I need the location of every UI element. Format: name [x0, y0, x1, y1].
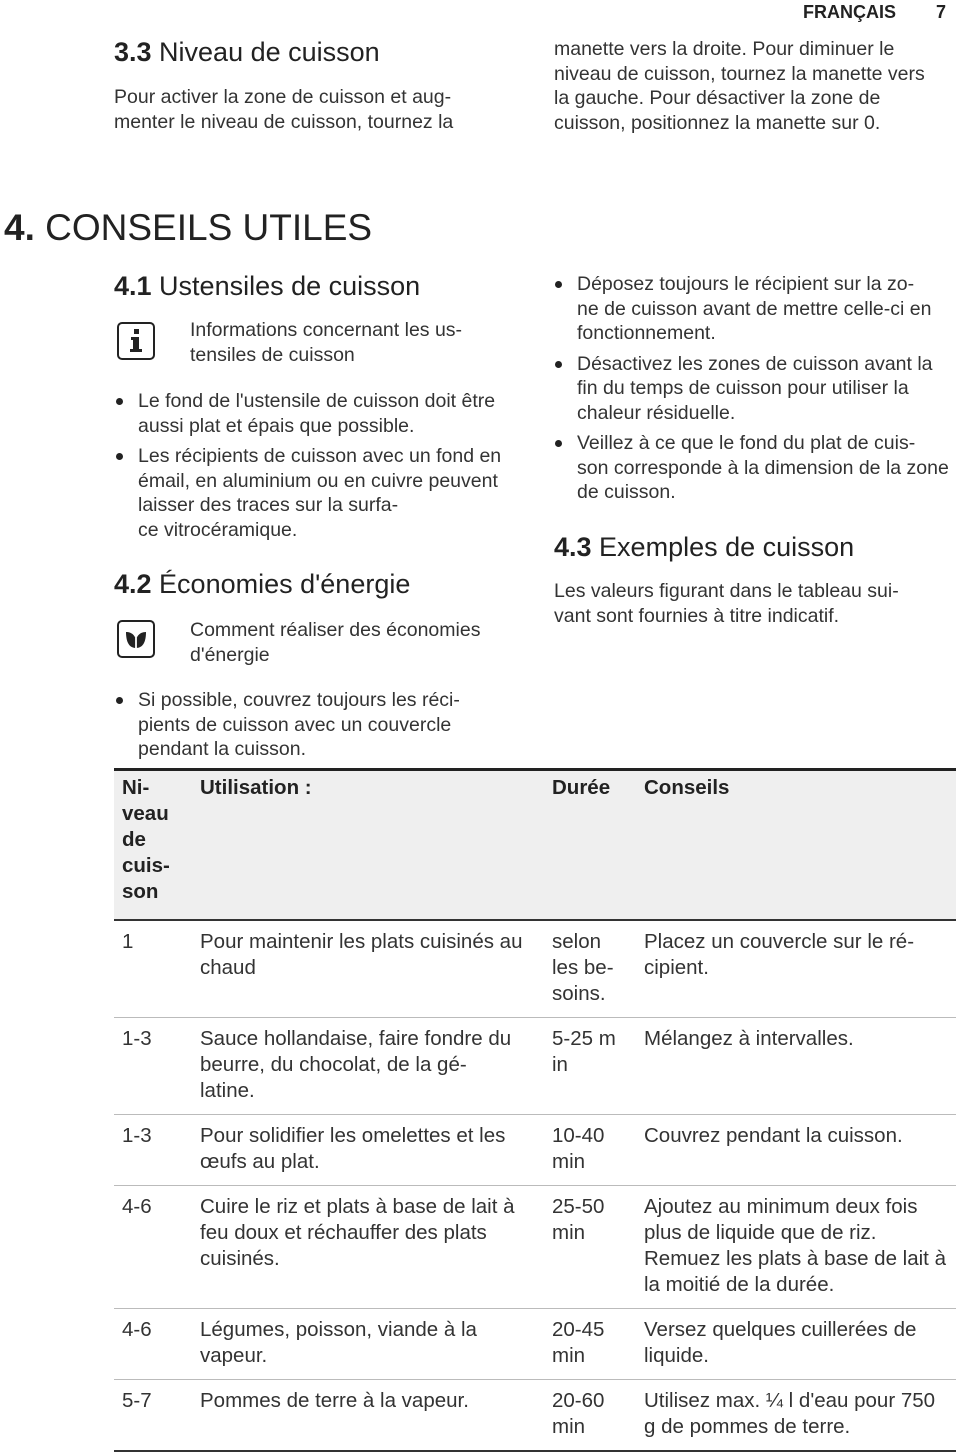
section-4-2-title: Économies d'énergie	[151, 569, 411, 599]
cell-duration: 5-25 m in	[544, 1018, 636, 1115]
section-4-3-number: 4.3	[554, 532, 592, 562]
cell-tips: Utilisez max. ¼ l d'eau pour 750 g de pommes de terre.	[636, 1380, 956, 1452]
cell-duration: 10-40 min	[544, 1115, 636, 1186]
table-header-row	[114, 770, 956, 921]
cell-duration: 20-60 min	[544, 1380, 636, 1452]
section-4-2-list	[116, 688, 516, 768]
cell-tips: Mélangez à intervalles.	[636, 1018, 956, 1115]
cell-tips: Versez quelques cuillerées de liquide.	[636, 1309, 956, 1380]
table-row	[114, 920, 956, 1018]
section-4-1-list	[116, 389, 511, 548]
header-language: FRANÇAIS	[803, 2, 896, 22]
section-4-3-intro: Les valeurs figurant dans le tableau sui- vant sont fournies à titre indicatif.	[554, 580, 899, 627]
section-4-2-number: 4.2	[114, 569, 152, 599]
cell-usage: Légumes, poisson, viande à la vapeur.	[192, 1309, 544, 1380]
list-item: Le fond de l'ustensile de cuisson doit être aussi plat et épais que possible.	[116, 389, 511, 438]
cell-duration: selon les be- soins.	[544, 920, 636, 1018]
cell-usage: Pour solidifier les omelettes et les œufs au plat.	[192, 1115, 544, 1186]
cell-tips: Couvrez pendant la cuisson.	[636, 1115, 956, 1186]
section-4-1-heading	[114, 270, 420, 302]
table-row	[114, 1018, 956, 1115]
section-4-number: 4.	[4, 207, 35, 248]
cell-level: 5-7	[114, 1380, 192, 1452]
section-3-3-text-col2: manette vers la droite. Pour diminuer le niveau de cuisson, tournez la manette vers la gauche. Pour désactiver la zone de cuisson, positionnez la manette sur 0.	[554, 38, 925, 134]
header-duration: Durée	[544, 770, 636, 921]
info-text: Informations concernant les us- tensiles de cuisson	[190, 319, 463, 366]
cell-tips: Ajoutez au minimum deux fois plus de liquide que de riz. Remuez les plats à base de lait à la moitié de la durée.	[636, 1186, 956, 1309]
eco-leaf-icon	[117, 620, 155, 658]
cell-tips: Placez un couvercle sur le ré- cipient.	[636, 920, 956, 1018]
section-3-3-heading	[114, 36, 380, 68]
table-row	[114, 1309, 956, 1380]
section-4-title: CONSEILS UTILES	[34, 207, 373, 248]
section-4-3-title: Exemples de cuisson	[591, 532, 855, 562]
cell-duration: 25-50 min	[544, 1186, 636, 1309]
cell-usage: Pour maintenir les plats cuisinés au chaud	[192, 920, 544, 1018]
section-4-3-heading	[554, 531, 854, 563]
list-item: Déposez toujours le récipient sur la zo- ne de cuisson avant de mettre celle-ci en fonctionnement.	[555, 272, 950, 346]
cell-level: 1-3	[114, 1115, 192, 1186]
table-row	[114, 1380, 956, 1452]
section-3-3-title: Niveau de cuisson	[151, 37, 380, 67]
right-column-list	[555, 272, 950, 511]
section-4-heading	[4, 206, 372, 250]
list-item: Veillez à ce que le fond du plat de cuis- son corresponde à la dimension de la zone de cuisson.	[555, 431, 950, 505]
page-number: 7	[936, 2, 947, 22]
cell-usage: Cuire le riz et plats à base de lait à feu doux et réchauffer des plats cuisinés.	[192, 1186, 544, 1309]
header-tips: Conseils	[636, 770, 956, 921]
header-usage: Utilisation :	[192, 770, 544, 921]
list-item: Désactivez les zones de cuisson avant la fin du temps de cuisson pour utiliser la chaleur résiduelle.	[555, 352, 950, 426]
header-level: Ni- veau de cuis- son	[114, 770, 192, 921]
section-4-1-title: Ustensiles de cuisson	[151, 271, 421, 301]
cell-level: 4-6	[114, 1186, 192, 1309]
section-4-2-heading	[114, 568, 410, 600]
cell-level: 4-6	[114, 1309, 192, 1380]
list-item: Les récipients de cuisson avec un fond en émail, en aluminium ou en cuivre peuvent laisser des traces sur la surfa- ce vitrocéramique.	[116, 444, 511, 542]
cell-duration: 20-45 min	[544, 1309, 636, 1380]
section-3-3-number: 3.3	[114, 37, 152, 67]
eco-text: Comment réaliser des économies d'énergie	[190, 619, 481, 666]
list-item: Si possible, couvrez toujours les réci- pients de cuisson avec un couvercle pendant la cuisson.	[116, 688, 516, 762]
info-icon	[117, 322, 155, 360]
cell-level: 1	[114, 920, 192, 1018]
section-3-3-text-col1: Pour activer la zone de cuisson et aug- menter le niveau de cuisson, tournez la	[114, 86, 454, 133]
cell-usage: Sauce hollandaise, faire fondre du beurre, du chocolat, de la gé- latine.	[192, 1018, 544, 1115]
table-row	[114, 1115, 956, 1186]
section-4-1-number: 4.1	[114, 271, 152, 301]
cell-usage: Pommes de terre à la vapeur.	[192, 1380, 544, 1452]
cooking-examples-table	[114, 768, 956, 1452]
table-row	[114, 1186, 956, 1309]
cell-level: 1-3	[114, 1018, 192, 1115]
